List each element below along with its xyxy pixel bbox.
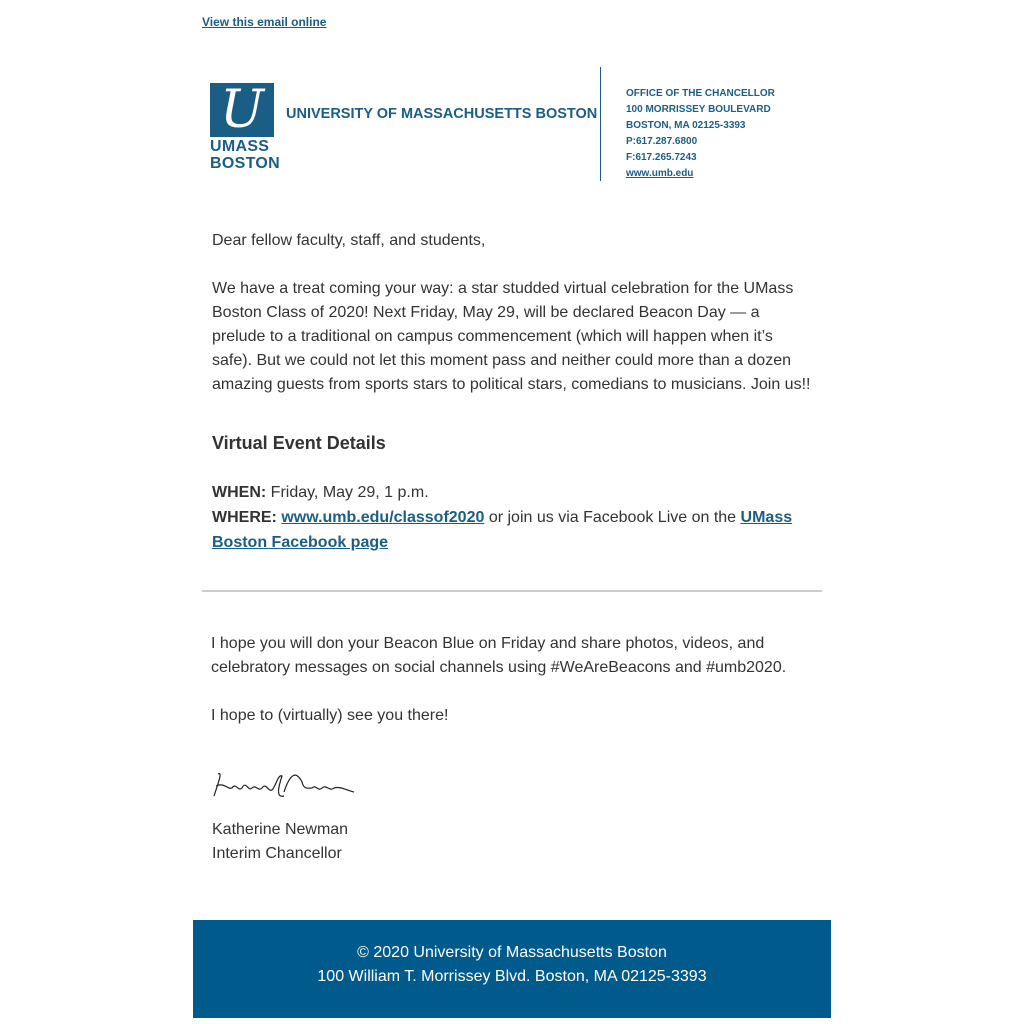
- event-heading: Virtual Event Details: [212, 433, 386, 453]
- view-online-link[interactable]: View this email online: [202, 15, 327, 29]
- header-divider: [600, 67, 601, 181]
- logo-mark: U: [210, 83, 274, 137]
- class-of-2020-link[interactable]: www.umb.edu/classof2020: [281, 509, 485, 526]
- footer: [193, 920, 831, 1018]
- see-you-paragraph: I hope to (virtually) see you there!: [211, 707, 449, 724]
- intro-paragraph: We have a treat coming your way: a star studded virtual celebration for the UMass Boston Class of 2020! Next Friday, May 29, will be declared Beacon Day — a prelude to a traditional on campus commencement (which will happen when it’s safe). But we could not let this moment pass and neither could more than a dozen amazing guests from sports stars to political stars, comedians to musicians. Join us!!: [212, 280, 811, 393]
- phone: P:617.287.6800: [626, 136, 698, 147]
- umass-boston-logo: [210, 83, 280, 172]
- address-line: BOSTON, MA 02125-3393: [626, 120, 746, 131]
- share-paragraph: I hope you will don your Beacon Blue on Friday and share photos, videos, and celebratory messages on social channels using #WeAreBeacons and #umb2020.: [211, 635, 787, 676]
- address-line: 100 MORRISSEY BOULEVARD: [626, 104, 771, 115]
- signer-name: Katherine Newman: [212, 821, 349, 838]
- divider: [202, 590, 822, 592]
- address-line: OFFICE OF THE CHANCELLOR: [626, 88, 775, 99]
- footer-address: 100 William T. Morrissey Blvd. Boston, MA 02125-3393: [317, 968, 707, 985]
- where-line: [212, 505, 812, 555]
- when-value: Friday, May 29, 1 p.m.: [266, 484, 429, 501]
- university-name: UNIVERSITY OF MASSACHUSETTS BOSTON: [286, 106, 598, 122]
- greeting: Dear fellow faculty, staff, and students,: [212, 232, 486, 249]
- when-line: [212, 481, 812, 505]
- footer-copyright: © 2020 University of Massachusetts Boston: [357, 944, 667, 961]
- email-body-closing: [211, 632, 811, 752]
- where-label: WHERE:: [212, 509, 277, 526]
- office-address: [626, 86, 775, 182]
- facebook-page-link[interactable]: UMass Boston Facebook page: [212, 509, 793, 551]
- signer-title: Interim Chancellor: [212, 845, 342, 862]
- email-body: [212, 229, 812, 555]
- signer: [212, 818, 348, 866]
- when-label: WHEN:: [212, 484, 267, 501]
- signature-image: [212, 768, 357, 809]
- logo-text-umass: UMASS: [210, 138, 270, 155]
- where-text: or join us via Facebook Live on the: [484, 509, 741, 526]
- website-link[interactable]: www.umb.edu: [626, 168, 694, 179]
- logo-text-boston: BOSTON: [210, 155, 280, 172]
- fax: F:617.265.7243: [626, 152, 697, 163]
